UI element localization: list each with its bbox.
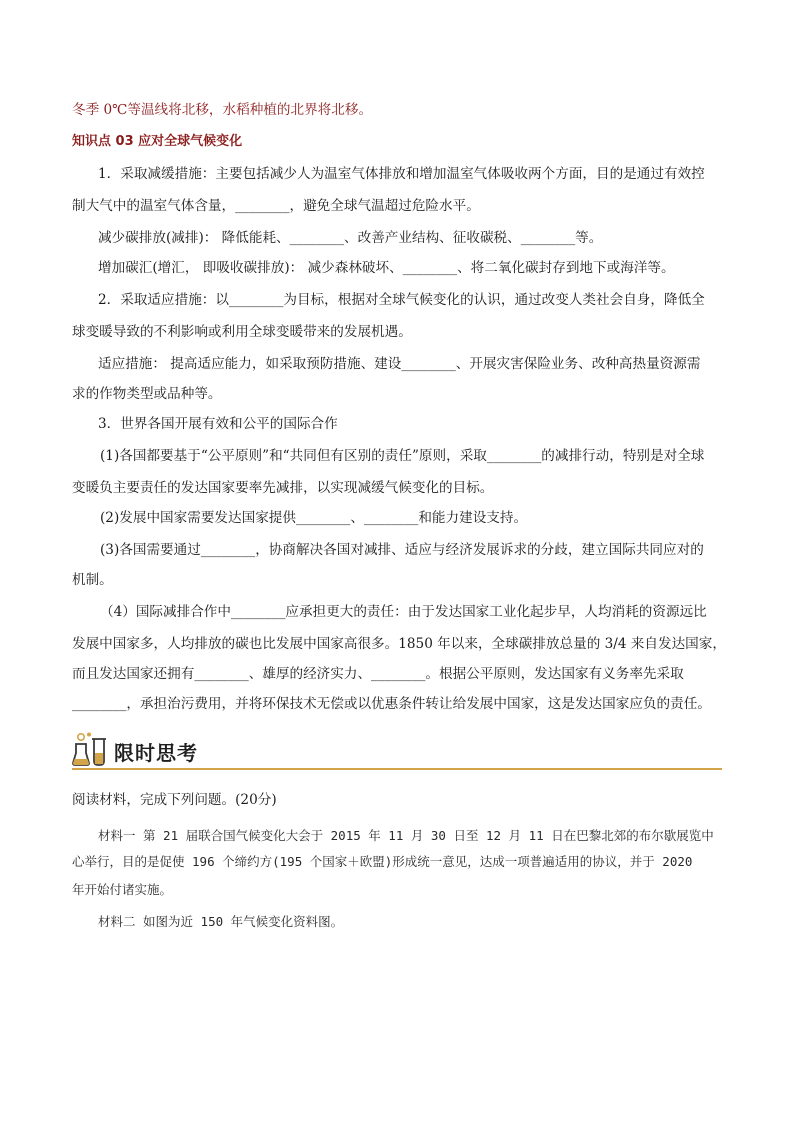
knowledge-point-heading: 知识点 03 应对全球气候变化 — [72, 134, 243, 149]
item-2-line: (2)发展中国家需要发达国家提供________、________和能力建设支持。 — [100, 510, 528, 526]
material-1-line-1: 材料一 第 21 届联合国气候变化大会于 2015 年 11 月 30 日至 12 月 11 日在巴黎北郊的布尔歇展览中 — [98, 828, 714, 843]
emission-reduction-line: 减少碳排放(减排)： 降低能耗、________、改善产业结构、征收碳税、________等。 — [98, 230, 603, 246]
carbon-sink-line: 增加碳汇(增汇， 即吸收碳排放)： 减少森林破坏、________、将二氧化碳封存到地下或海洋等。 — [98, 260, 675, 276]
section-title: 限时思考 — [114, 741, 198, 765]
paragraph-3-heading: 3．世界各国开展有效和公平的国际合作 — [98, 416, 338, 432]
adaptation-line-1: 适应措施： 提高适应能力，如采取预防措施、建设________、开展灾害保险业务、改种高热量资源需 — [98, 356, 701, 372]
item-1-line-1: (1)各国都要基于“公平原则”和“共同但有区别的责任”原则，采取________的减排行动，特别是对全球 — [100, 448, 705, 464]
item-4-line-4: ________，承担治污费用，并将环保技术无偿或以优惠条件转让给发展中国家，这是发达国家应负的责任。 — [72, 696, 711, 712]
flask-icon — [72, 731, 110, 767]
material-1-line-3: 年开始付诸实施。 — [72, 882, 173, 897]
question-intro: 阅读材料，完成下列问题。(20分) — [72, 792, 277, 808]
material-2-line: 材料二 如图为近 150 年气候变化资料图。 — [98, 914, 344, 929]
item-3-line-2: 机制。 — [72, 572, 113, 588]
adaptation-line-2: 求的作物类型或品种等。 — [72, 386, 222, 402]
paragraph-2-line-1: 2．采取适应措施：以________为目标，根据对全球气候变化的认识，通过改变人类社会自身，降低全 — [98, 292, 705, 308]
item-4-line-3: 而且发达国家还拥有________、雄厚的经济实力、________。根据公平原则，发达国家有义务率先采取 — [72, 666, 684, 682]
item-4-line-1: （4）国际减排合作中________应承担更大的责任：由于发达国家工业化起步早，人均消耗的资源远比 — [100, 604, 707, 620]
paragraph-1-line-1: 1．采取减缓措施：主要包括减少人为温室气体排放和增加温室气体吸收两个方面，目的是通过有效控 — [98, 166, 705, 182]
paragraph-1-line-2: 制大气中的温室气体含量，________，避免全球气温超过危险水平。 — [72, 198, 480, 214]
section-divider — [72, 768, 722, 770]
item-1-line-2: 变暖负主要责任的发达国家要率先减排，以实现减缓气候变化的目标。 — [72, 480, 494, 496]
continued-text-line: 冬季 0℃等温线将北移，水稻种植的北界将北移。 — [72, 102, 373, 118]
material-1-line-2: 心举行，目的是促使 196 个缔约方(195 个国家＋欧盟)形成统一意见，达成一项普遍适用的协议，并于 2020 — [72, 854, 693, 869]
item-4-line-2: 发展中国家多，人均排放的碳也比发展中国家高很多。1850 年以来，全球碳排放总量的 3/4 来自发达国家， — [72, 636, 726, 652]
paragraph-2-line-2: 球变暖导致的不利影响或利用全球变暖带来的发展机遇。 — [72, 324, 412, 340]
item-3-line-1: (3)各国需要通过________，协商解决各国对减排、适应与经济发展诉求的分歧，建立国际共同应对的 — [100, 542, 704, 558]
